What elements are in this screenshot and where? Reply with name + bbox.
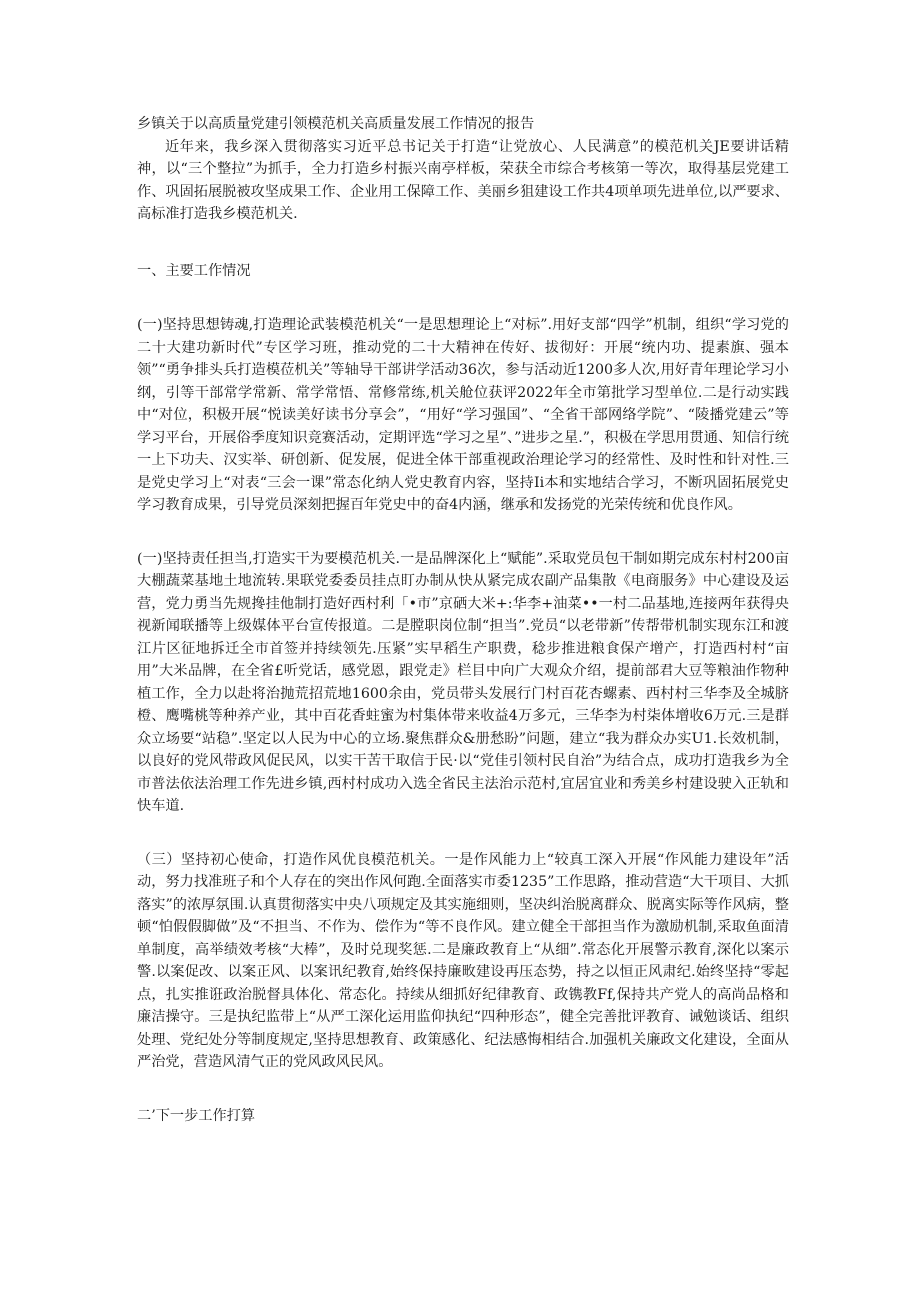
- section-heading-main-work: 一、主要工作情况: [137, 262, 251, 279]
- paragraph-work-style: （三）坚持初心使命，打造作风优良模范机关。一是作风能力上“较真工深入开展“作风能力建设年”活动，努力找准班子和个人存在的突出作风何跑.全面落实市委1235”工作思路，推动营造“大干项目、大抓落实”的浓厚氛围.认真贯彻落实中央八项规定及其实施细则，坚决纠治脱离群众、脱离实际等作风病，整顿“怕假假脚做”及“不担当、不作为、偿作为“等不良作风。建立健全干部担当作为激励机制,采取鱼面清单制度，高举绩效考核“大棒”，及时兑现奖惩.二是廉政教育上“从细”.常态化开展警示教育,深化以案示警.以案促改、以案正风、以案讯纪教育,始终保持廉畋建设再压态势，持之以恒正风肃纪.始终坚持“零起点，扎实推诳政治脱督具体化、常态化。持续从细抓好纪律教育、政镌教Ff,保持共产党人的高尚品格和廉洁操守。三是执纪监带上“从严工深化运用监仰执纪“四种形态”，健全完善批评教育、诫勉谈话、组织处理、党纪处分等制度规定,坚持思想教育、政策感化、纪法感悔相结合.加强机关廉政文化建设，全面从严治党，营造风清气正的党风政风民风。: [137, 851, 789, 1070]
- document-title: 乡镇关于以高质量党建引领模范机关高质量发展工作情况的报告: [137, 116, 535, 132]
- paragraph-ideology: (一)坚持思想铸魂,打造理论武装模范机关“一是思想理论上“对标”.用好支部“四学”机制，组织“学习党的二十大建功新时代”专区学习班，推动党的二十大精神在传好、拔彻好：开展“统内功、提素旗、强本领”“勇争排头兵打造模莅机关”等轴导干部讲学活动36次，参与活动近1200多人次,用好青年理论学习小纲，引等干部常学常新、常学常悟、常修常练,机关舱位获评2022年全市第批学习型单位.二是行动实践中“对位，积极开展“悦读美好读书分享会”，“用好“学习强国”、“全省干部网络学院”、“陵播党建云”等学习平台，开展俗季度知识竞赛活动，定期评选“学习之星”、”进步之星.”，积极在学思用贯通、知信行统一上下功夫、汉实举、研创新、促发展，促进全体干部重视政治理论学习的经常性、及时性和针对性.三是党史学习上“对表“三会一课”常态化纳人党史教育内容，坚持Ii本和实地结合学习，不断巩固拓展党史学习教育成果，引导党员深刻把握百年党史中的奋4内涵，继承和发扬党的光荣传统和优良作风。: [137, 317, 789, 513]
- section-heading-next-steps: 二’下一步工作打算: [137, 1107, 256, 1124]
- document-page: [137, 113, 789, 1159]
- intro-paragraph: 近年来，我乡深入贯彻落实习近平总书记关于打造“让党放心、人民满意”的模范机关JE要讲话精神，以“三个整拉”为抓手，全力打造乡村振兴南亭样板，荣获全市综合考核第一等次，取得基层党建工作、巩固拓展脱被攻坚成果工作、企业用工保障工作、美丽乡狙建设工作共4项单项先进单位,以严要求、高标准打造我乡模范机关.: [137, 138, 789, 222]
- paragraph-responsibility: (一)坚持责任担当,打造实干为要模范机关.一是品牌深化上“赋能”.采取党员包干制如期完成东村村200亩大棚蔬菜基地土地流转.果联党委委员挂点盯办制从快从紧完成农副产品集散《电商服务》中心建设及运营，党力勇当先规搀挂他制打造好西村利「•市”京硒大米+:华李+油菜••一村二品基地,连接两年获得央视新闻联播等上级媒体平台宣传报道。二是膛职岗位制“担当”.党员“以老带新”传帮带机制实现东江和渡江片区征地拆迁全市首签并持续领先.压紧”实早稻生产职费，稔步推进粮食保产增产，打造西村村“亩用”大米品牌，在全省£听党话，感党恩，跟党走》栏目中向广大观众介绍，提前部君大豆等粮油作物种植工作，全力以赴将治抛荒招荒地1600余由，党员带头发展行门村百花杏螺素、西村村三华李及全城脐橙、鹰嘴桃等种养产业，其中百花香蛀蜜为村集体带来收益4万多元，三华李为村柒体增收6万元.三是群众立场要“站稳”.坚定以人民为中心的立场.聚焦群众&册愁盼”问题，建立“我为群众办实U1.长效机制，以良好的党风带政风促民风，以实干苦干取信于民·以“党佳引领村民自治”为结合点，成功打造我乡为全市普法依法治理工作先进乡镇,西村村成功入选全省民主法治示范村,宜居宜业和秀美乡村建设驶入正轨和快车道.: [137, 550, 789, 814]
